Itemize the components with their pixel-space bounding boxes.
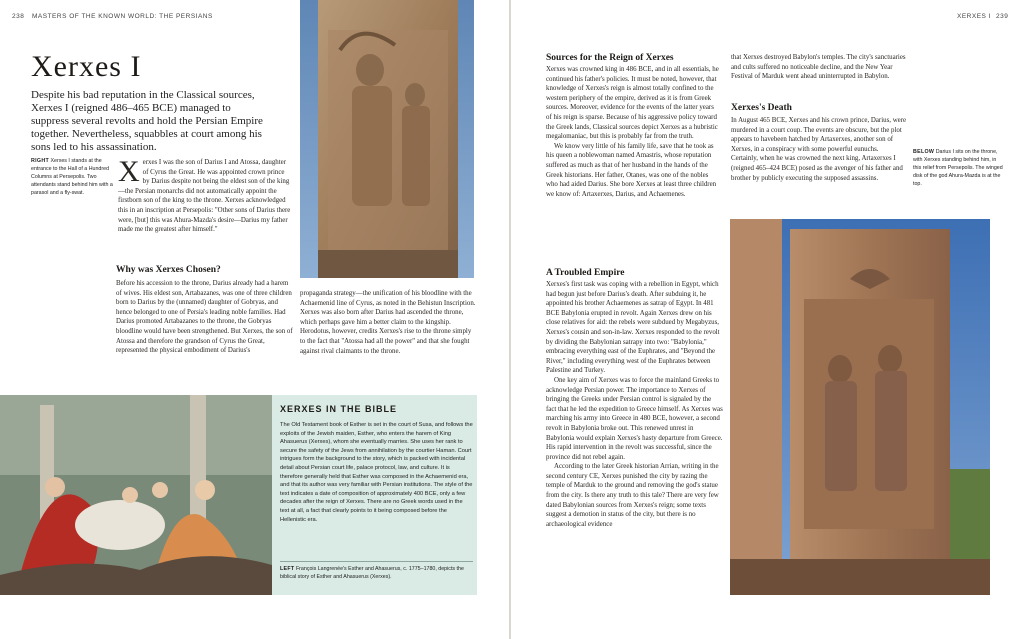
heading-death: Xerxes's Death	[731, 103, 792, 113]
body-column-3b: Xerxes's first task was coping with a rebellion in Egypt, which had begun just before Darius's death. After subduing it, he appointed his brother Achaemenes as satrap of Egypt. In 481 BCE Babylonia erupted in revolt. Again Xerxes drew on his close relatives for aid: the rebels were subdued by Megabyzus, Xerxes's cousin and son-in-law. Xerxes responded to the revolt by dividing the Babylonian satrapy into two: "Babylonia," embracing everything east of the Euphrates, and "Beyond the River," including everything west of the Euphrates between Palestine and Turkey. One key aim of Xerxes was to force the mainland Greeks to acknowledge Persian power. The importance to Xerxes of bringing the Greeks under Persian control is signaled by the fact that he led the expedition to Greece himself. As Xerxes was marching his army into Greece in 480 BCE, however, a second revolt in Babylonia broke out. This renewed unrest in Babylonia would explain Xerxes's hasty departure from Greece. His rapid intervention in the revolt was successful, since the province did not rebel again. According to the later Greek historian Arrian, writing in the second century CE, Xerxes punished the city by razing the temple of Marduk to the ground and removing the god's statue from the city. Is there any truth to this tale? There are very few dated Babylonian sources from Xerxes's reign; some texts suggest a demotion in status of the city, but there is no archaeological evidence	[546, 281, 723, 528]
sidebar-title: XERXES IN THE BIBLE	[280, 404, 398, 414]
body-column-2: propaganda strategy—the unification of his bloodline with the Achaemenid line of Cyrus, as noted in the Behistun Inscription. Xerxes was also born after Darius had ascended the throne, which perhaps gave him a better claim to the kingship. Herodotus, however, credits Xerxes's rise to the throne simply to the fact that "Atossa had all the power" and that she fought against rival claimants to the throne.	[300, 290, 476, 355]
sidebar-text: The Old Testament book of Esther is set in the court of Susa, and follows the exploits of the Jewish maiden, Esther, who enters the harem of King Ahasuerus (Xerxes), whom she eventually marries. She uses her rank to secure the safety of the Jews from annihilation by the courtier Haman. Court intrigues form the background to the story, which is packed with incidental detail about Persian court life, palace protocol, law, and culture. It is therefore generally held that Esther was composed in the Achaemenid era, and that its author was very familiar with Persian institutions. The style of the text indicates a date of composition of approximately 400 BCE, only a few decades after the reign of Xerxes. There are no Greek words used in the text at all, a fact that clearly points to it being composed before the Hellenistic era.	[280, 422, 473, 523]
book-gutter	[509, 0, 511, 639]
body-column-3: Xerxes was crowned king in 486 BCE, and in all essentials, he continued his father's policies. It must be noted, however, that knowledge of Xerxes's reign is almost totally confined to the western periphery of the empire, derived as it is from Greek sources. Moreover, evidence for the events of the latter years of his reign is sparse. Because of his aggressive policy toward the Greek lands, Classical sources depict Xerxes as a hubristic megalomaniac, but this is probably far from the truth. We know very little of his family life, save that he took as his queen a noblewoman named Amastris, whose reputation suffered as much as that of her husband in the hands of the Greek historians. Her father, Otanes, was one of the nobles who had aided Darius. She bore Xerxes at least three children we know of: Artaxerxes, Darius, and Achaemenes.	[546, 66, 719, 198]
body-column-1: Xerxes I was the son of Darius I and Atossa, daughter of Cyrus the Great. He was appointed crown prince by Darius despite not being the eldest son of the king—the Persian monarchs did not automatically appoint the firstborn son of the king to the throne. Xerxes acknowledged this in an inscription at Persepolis: "Other sons of Darius there were, [but] this was Ahura-Mazda's desire—Darius my father made me the greatest after himself."	[118, 155, 291, 234]
caption-right: RIGHT Xerxes I stands at the entrance to the Hall of a Hundred Columns at Persepolis. Two attendants stand behind him with a parasol and a fly-swat.	[31, 158, 113, 196]
painting-image	[0, 395, 272, 595]
body-column-4b: In August 465 BCE, Xerxes and his crown prince, Darius, were murdered in a court coup. The events are obscure, but the plot appears to havebeen hatched by Artaxerxes, another son of Xerxes, in a conspiracy with some powerful eunuchs. Certainly, when he was crowned the next king, Artaxerxes I (reigned 465–424 BCE) posed as the avenger of his father and brother by publicly executing the supposed assassins.	[731, 117, 907, 182]
heading-sources: Sources for the Reign of Xerxes	[546, 53, 674, 63]
sidebar-caption: LEFT François Langrenée's Esther and Ahasuerus, c. 1775–1780, depicts the biblical story of Esther and Ahasuerus (Xerxes).	[280, 566, 464, 580]
body-column-1b: Before his accession to the throne, Darius already had a harem of wives. His eldest son, Artabazanes, was one of three children born to Darius by the (unnamed) daughter of Gobryas, and hence belonged to one of Persia's leading noble families. Had Darius promoted Artabazanes to the throne, the Gobryas bloodline would have been strengthened. But Xerxes, the son of Atossa and therefore the grandson of Cyrus the Great, represented the physical embodiment of Darius's	[116, 280, 293, 355]
heading-why-chosen: Why was Xerxes Chosen?	[116, 265, 221, 275]
relief-image-top	[300, 0, 474, 278]
heading-troubled: A Troubled Empire	[546, 268, 625, 278]
body-column-4: that Xerxes destroyed Babylon's temples. The city's sanctuaries and cults suffered no noticeable decline, and the New Year Festival of Marduk went ahead uninterrupted in Babylon.	[731, 54, 906, 81]
page-number-left: 238	[12, 13, 25, 20]
caption-below: BELOW Darius I sits on the throne, with Xerxes standing behind him, in this relief from Persepolis. The winged disk of the god Ahura-Mazda is at the top.	[913, 149, 1003, 187]
relief-image-right	[730, 219, 990, 595]
page-number-right: 239	[996, 13, 1009, 20]
drop-cap: X	[118, 155, 140, 188]
intro-text: Despite his bad reputation in the Classical sources, Xerxes I (reigned 486–465 BCE) managed to suppress several revolts and hold the Persian Empire together. Nevertheless, squabbles at court among his sons led to his assassination.	[31, 89, 263, 153]
sidebar-divider	[280, 561, 473, 562]
running-head-left: MASTERS OF THE KNOWN WORLD: THE PERSIANS	[32, 13, 213, 20]
running-head-right: XERXES I	[957, 13, 991, 20]
page-title: Xerxes I	[31, 50, 142, 83]
